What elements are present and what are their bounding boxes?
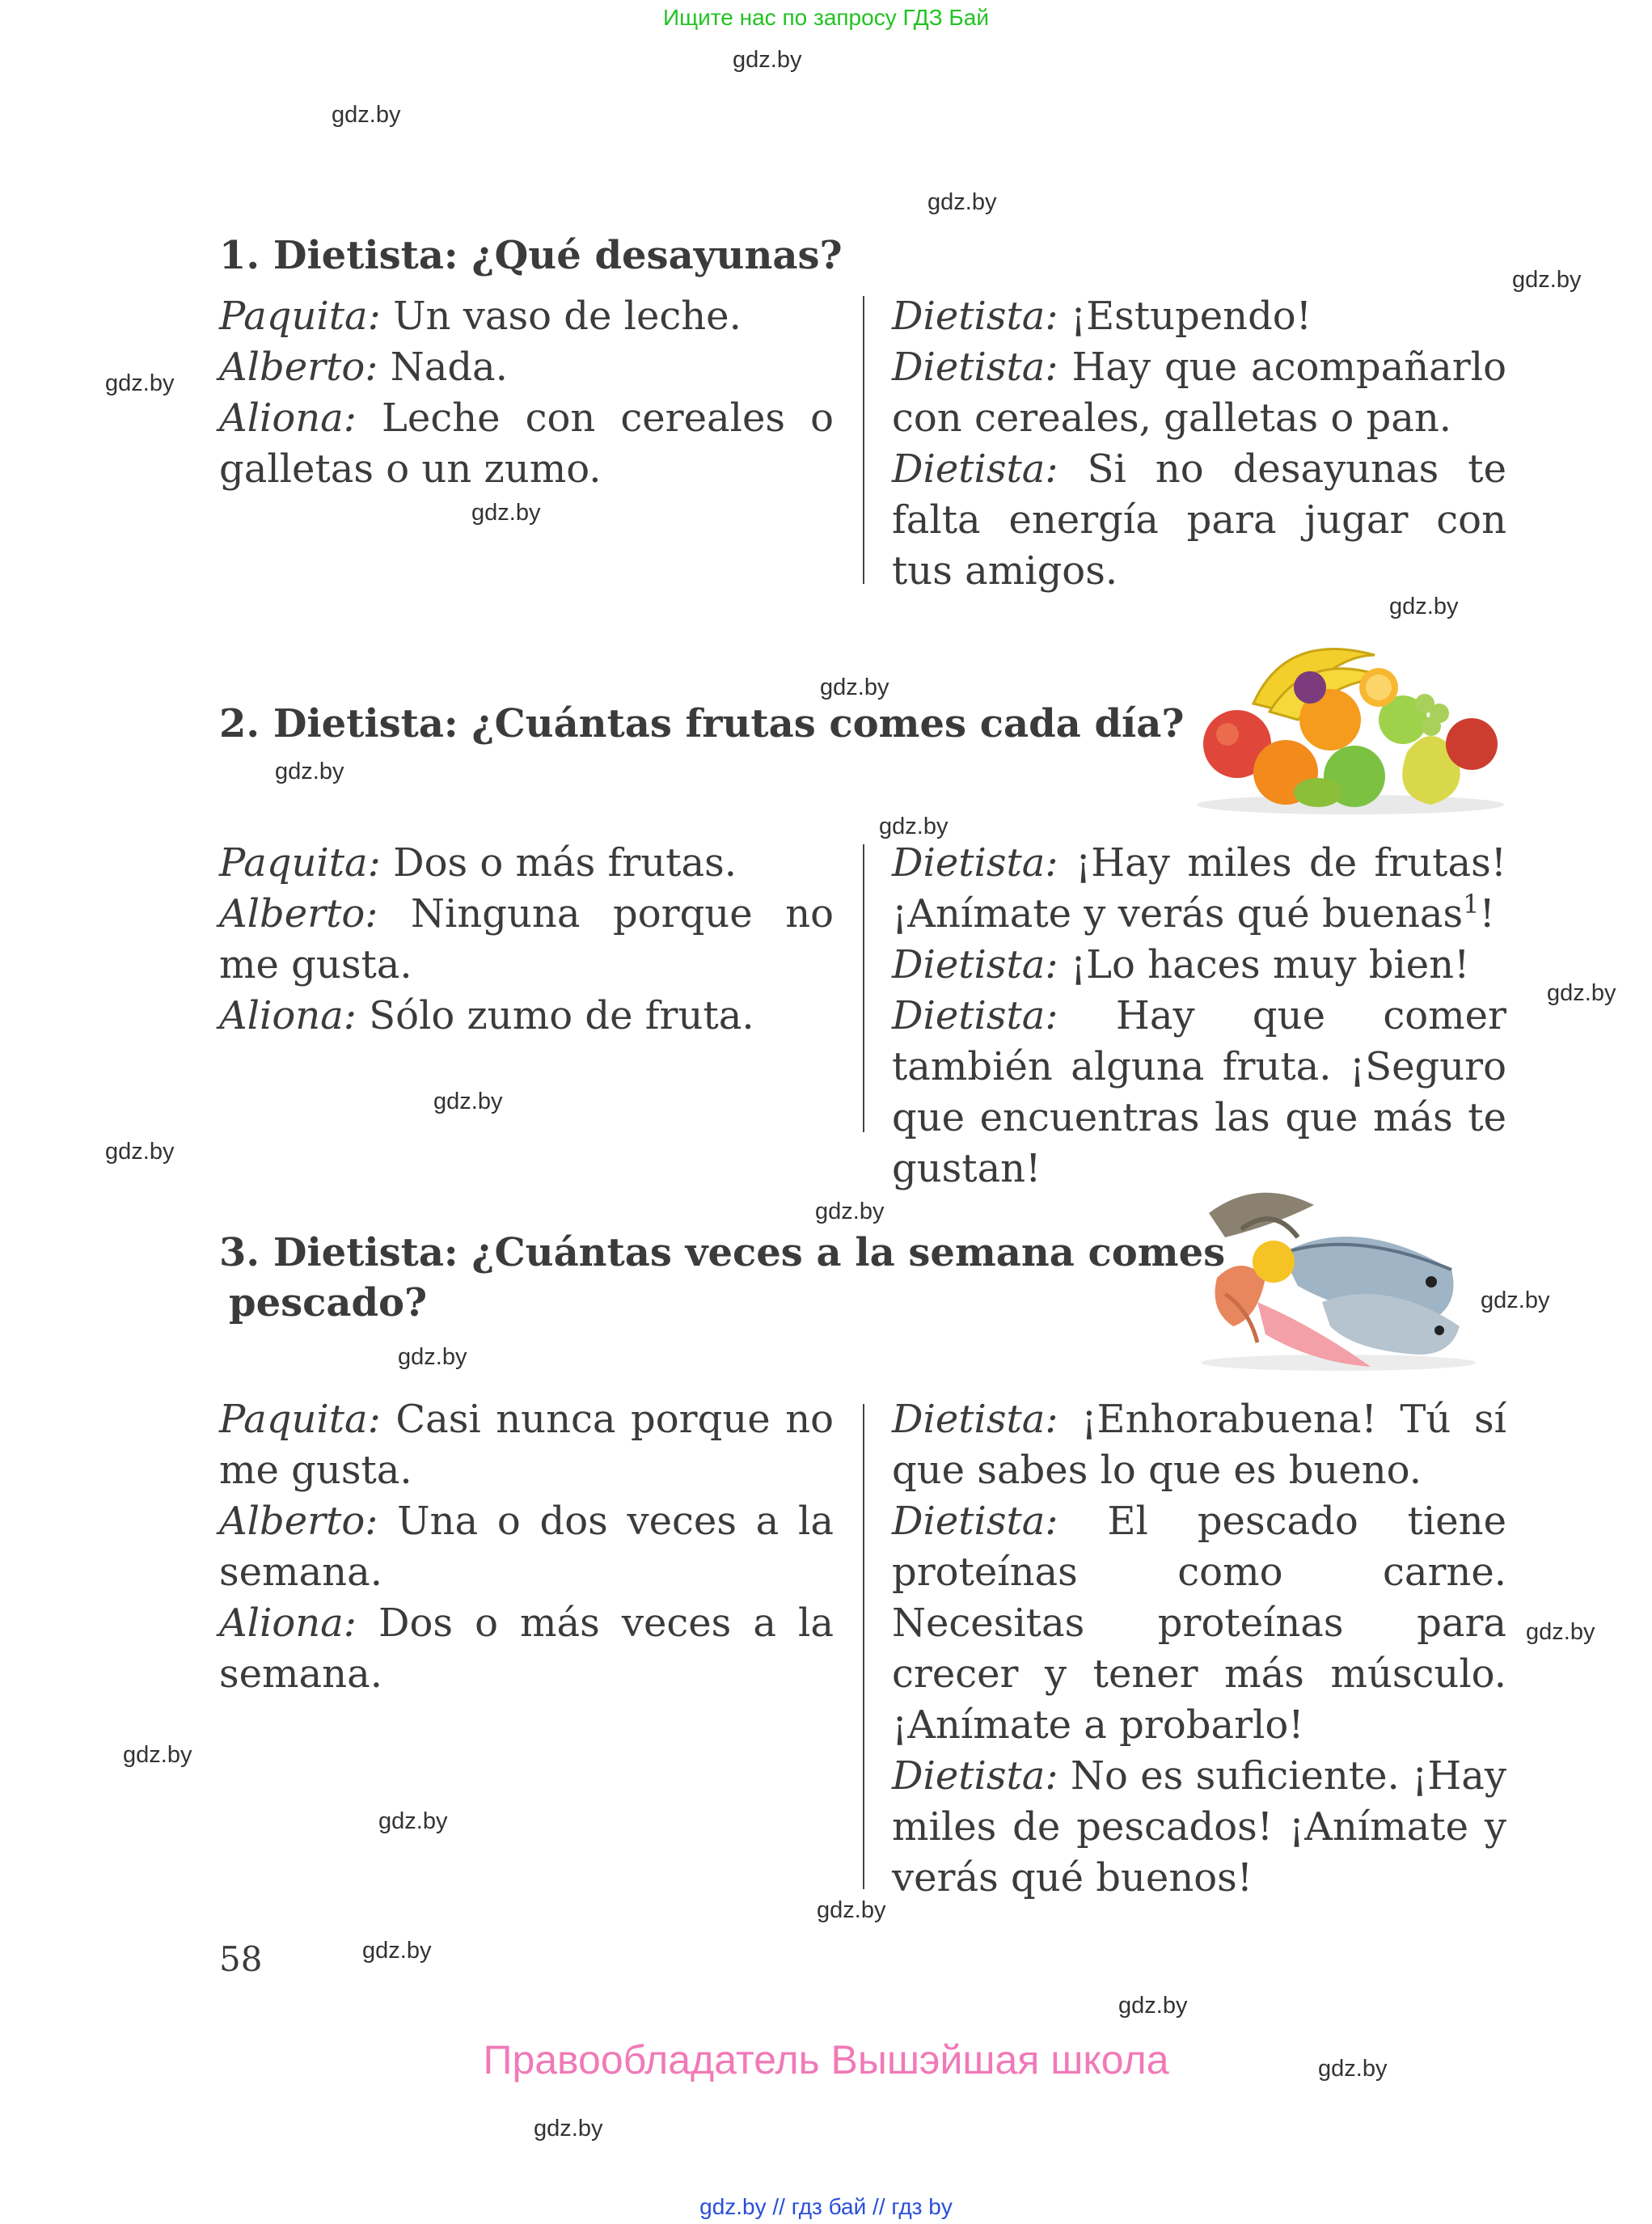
response-line: [892, 838, 1506, 940]
speaker: Alberto:: [219, 345, 378, 390]
watermark: gdz.by: [534, 2116, 603, 2142]
speaker: Paquita:: [219, 840, 381, 886]
speaker: Paquita:: [219, 294, 381, 339]
response-line: [892, 1394, 1506, 1496]
seafood-image: [1193, 1181, 1484, 1375]
speaker: Dietista:: [892, 345, 1058, 390]
speaker: Aliona:: [219, 395, 357, 441]
watermark: gdz.by: [1547, 980, 1616, 1006]
section-3-answers: [219, 1394, 834, 1700]
top-banner: Ищите нас по запросу ГДЗ Бай: [662, 5, 990, 30]
answer-text: Leche con cereales o galletas o un zumo.: [219, 395, 834, 492]
speaker: Dietista:: [892, 294, 1058, 339]
copyright-notice: Правообладатель Вышэйшая школа: [483, 2037, 1169, 2082]
speaker: Dietista:: [892, 942, 1058, 987]
response-line: [892, 1751, 1506, 1904]
answer-text: Dos o más veces a la semana.: [219, 1600, 834, 1697]
answer-line: [219, 1598, 834, 1700]
answer-text: Un vaso de leche.: [380, 294, 741, 339]
speaker: Paquita:: [219, 1397, 381, 1442]
speaker: Dietista:: [892, 840, 1058, 886]
response-text: ¡Hay miles de frutas! ¡Anímate y verás qué buenas: [892, 840, 1506, 937]
watermark: gdz.by: [1512, 267, 1582, 293]
answer-line: [219, 991, 834, 1042]
section-1-responses: [892, 291, 1506, 597]
answer-text: Dos o más frutas.: [380, 840, 737, 886]
response-line: [892, 991, 1506, 1194]
speaker: Dietista:: [892, 1499, 1058, 1544]
response-line: [892, 940, 1506, 991]
answer-text: Ninguna porque no me gusta.: [219, 891, 834, 987]
section-2-answers: [219, 838, 834, 1042]
speaker: Dietista:: [892, 1753, 1058, 1799]
speaker: Dietista:: [892, 446, 1058, 492]
response-text: !: [1479, 891, 1495, 937]
watermark: gdz.by: [733, 47, 802, 73]
answer-line: [219, 1394, 834, 1496]
response-line: [892, 291, 1506, 342]
watermark: gdz.by: [332, 102, 401, 128]
response-line: [892, 1496, 1506, 1751]
watermark: gdz.by: [820, 674, 889, 700]
question-3: 3. Dietista: ¿Cuántas veces a la semana comes: [219, 1230, 1226, 1275]
speaker: Aliona:: [219, 993, 357, 1038]
page-number: 58: [219, 1939, 263, 1979]
watermark: gdz.by: [1389, 594, 1459, 619]
response-text: ¡Enhorabuena! Tú sí que sabes lo que es bueno.: [892, 1397, 1506, 1493]
speaker: Dietista:: [892, 993, 1058, 1038]
answer-line: [219, 291, 834, 342]
watermark: gdz.by: [378, 1808, 448, 1834]
response-text: Hay que comer también alguna fruta. ¡Seguro que encuentras las que más te gustan!: [892, 993, 1506, 1191]
answer-line: [219, 889, 834, 991]
footer-links: gdz.by // гдз бай // гдз by: [699, 2194, 953, 2219]
watermark: gdz.by: [1526, 1619, 1595, 1645]
speaker: Aliona:: [219, 1600, 357, 1646]
fruit-bowl-image: [1189, 623, 1509, 817]
footnote-mark: 1: [1463, 889, 1480, 920]
question-3-continued: pescado?: [229, 1280, 428, 1326]
response-line: [892, 342, 1506, 444]
response-text: No es suficiente. ¡Hay miles de pescados! ¡Anímate y verás qué buenos!: [892, 1753, 1506, 1901]
question-2: 2. Dietista: ¿Cuántas frutas comes cada día?: [219, 701, 1185, 746]
watermark: gdz.by: [879, 814, 949, 839]
speaker: Alberto:: [219, 1499, 378, 1544]
response-text: ¡Lo haces muy bien!: [1058, 942, 1470, 987]
column-divider: [863, 844, 864, 1132]
watermark: gdz.by: [1118, 1993, 1188, 2019]
answer-text: Sólo zumo de fruta.: [356, 993, 754, 1038]
speaker: Dietista:: [892, 1397, 1058, 1442]
watermark: gdz.by: [1318, 2056, 1388, 2082]
watermark: gdz.by: [1481, 1287, 1550, 1313]
answer-line: [219, 838, 834, 889]
response-text: ¡Estupendo!: [1058, 294, 1312, 339]
watermark: gdz.by: [433, 1089, 503, 1114]
response-text: Si no desayunas te falta energía para jugar con tus amigos.: [892, 446, 1506, 594]
answer-text: Casi nunca porque no me gusta.: [219, 1397, 834, 1493]
watermark: gdz.by: [815, 1199, 885, 1224]
watermark: gdz.by: [471, 500, 541, 526]
watermark: gdz.by: [105, 370, 175, 396]
column-divider: [863, 1404, 864, 1889]
answer-text: Una o dos veces a la semana.: [219, 1499, 834, 1595]
watermark: gdz.by: [927, 189, 997, 215]
question-1: 1. Dietista: ¿Qué desayunas?: [219, 233, 843, 278]
speaker: Alberto:: [219, 891, 378, 937]
answer-line: [219, 342, 834, 393]
watermark: gdz.by: [817, 1897, 886, 1923]
watermark: gdz.by: [362, 1938, 432, 1964]
watermark: gdz.by: [398, 1344, 467, 1370]
watermark: gdz.by: [275, 759, 344, 784]
response-line: [892, 444, 1506, 597]
section-3-responses: [892, 1394, 1506, 1904]
column-divider: [863, 296, 864, 584]
section-1-answers: [219, 291, 834, 495]
answer-line: [219, 393, 834, 495]
response-text: El pescado tiene proteínas como carne. Necesitas proteínas para crecer y tener más músculo. ¡Anímate a probarlo!: [892, 1499, 1506, 1748]
watermark: gdz.by: [123, 1742, 192, 1768]
section-2-responses: [892, 838, 1506, 1194]
answer-line: [219, 1496, 834, 1598]
answer-text: Nada.: [378, 345, 508, 390]
response-text: Hay que acompañarlo con cereales, galletas o pan.: [892, 345, 1506, 441]
watermark: gdz.by: [105, 1139, 175, 1165]
